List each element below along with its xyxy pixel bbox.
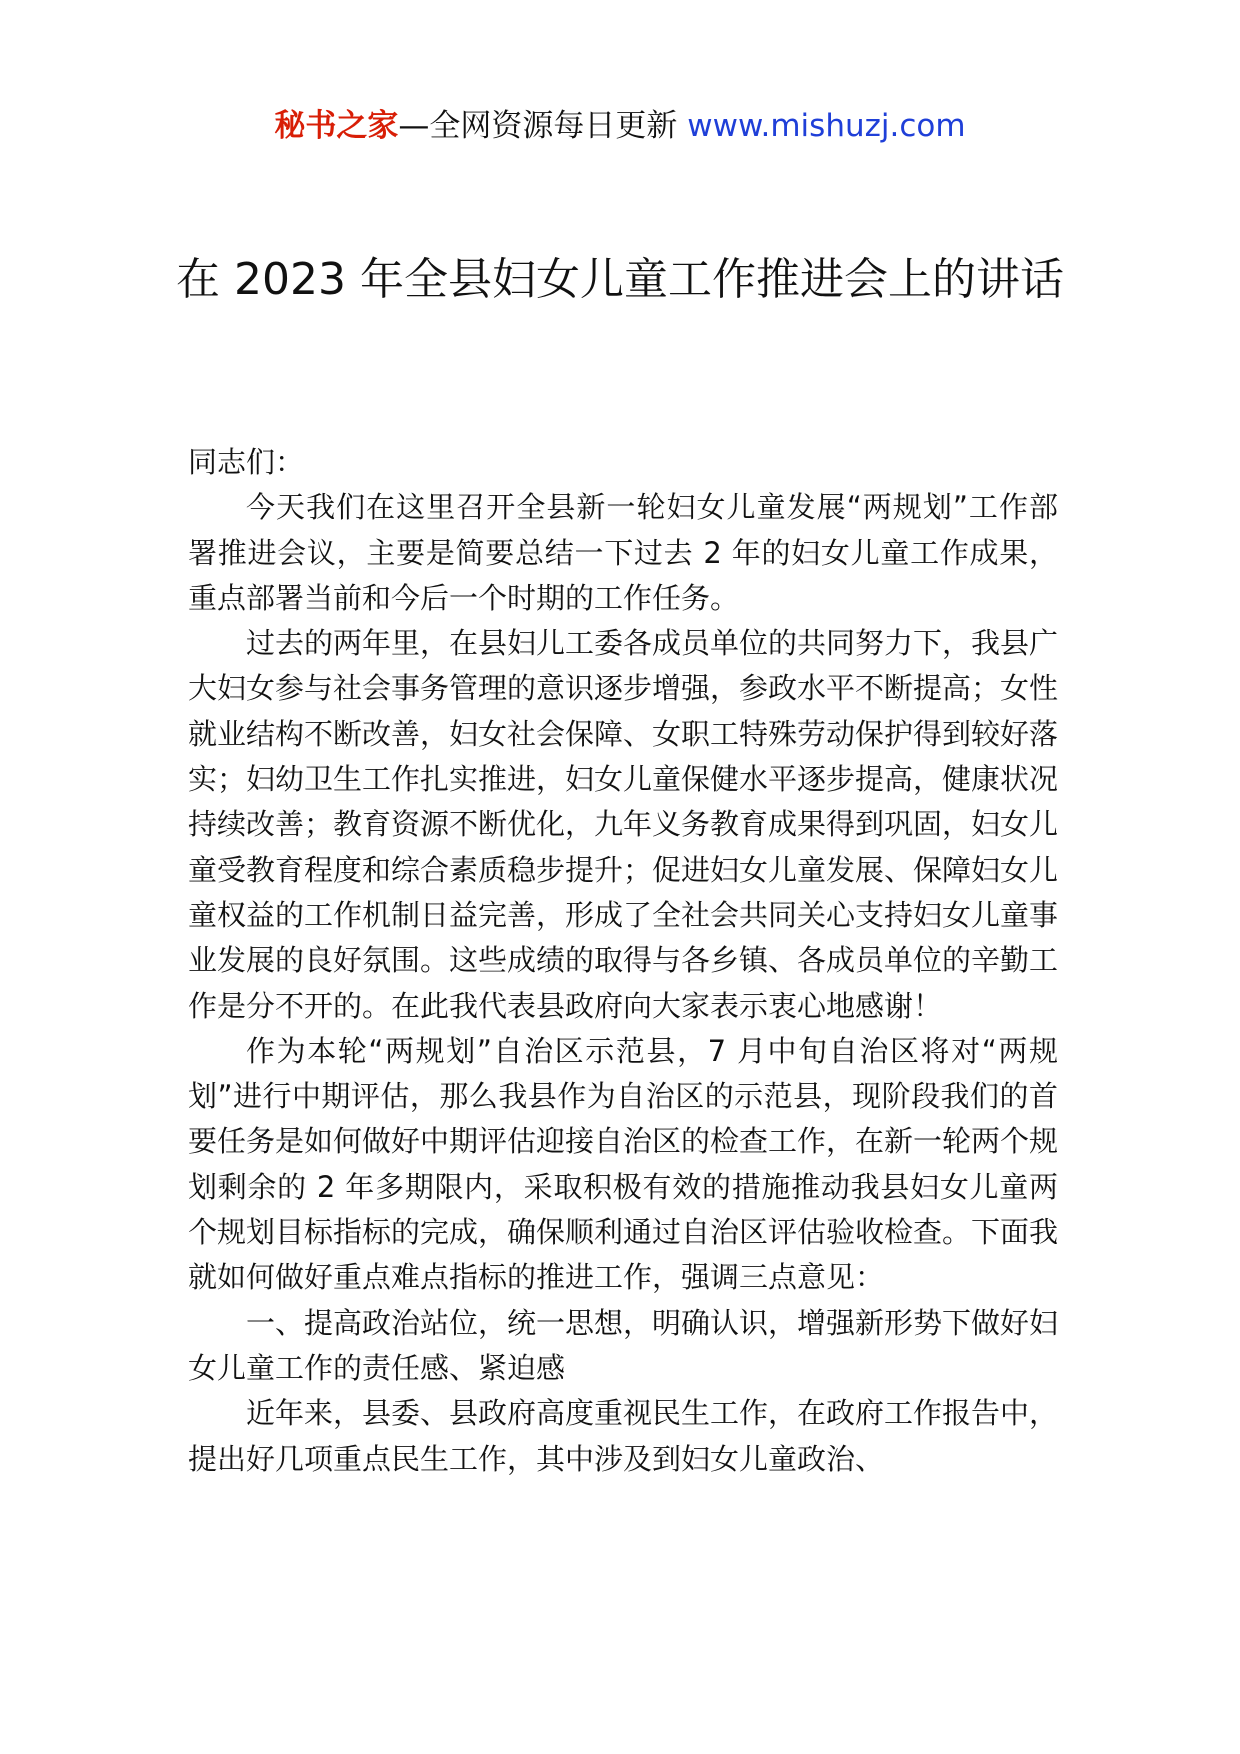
- paragraph: 过去的两年里，在县妇儿工委各成员单位的共同努力下，我县广大妇女参与社会事务管理的意识逐步增强，参政水平不断提高；女性就业结构不断改善，妇女社会保障、女职工特殊劳动保护得到较好落实；妇幼卫生工作扎实推进，妇女儿童保健水平逐步提高，健康状况持续改善；教育资源不断优化，九年义务教育成果得到巩固，妇女儿童受教育程度和综合素质稳步提升；促进妇女儿童发展、保障妇女儿童权益的工作机制日益完善，形成了全社会共同关心支持妇女儿童事业发展的良好氛围。这些成绩的取得与各乡镇、各成员单位的辛勤工作是分不开的。在此我代表县政府向大家表示衷心地感谢！: [188, 626, 1059, 1023]
- site-slogan: —全网资源每日更新: [398, 108, 688, 144]
- document-body: [188, 440, 1058, 1482]
- paragraph: 作为本轮“两规划”自治区示范县，7 月中旬自治区将对“两规划”进行中期评估，那么我县作为自治区的示范县，现阶段我们的首要任务是如何做好中期评估迎接自治区的检查工作，在新一轮两个规划剩余的 2 年多期限内，采取积极有效的措施推动我县妇女儿童两个规划目标指标的完成，确保顺利通过自治区评估验收检查。下面我就如何做好重点难点指标的推进工作，强调三点意见：: [188, 1033, 1059, 1295]
- site-header: [0, 98, 1240, 154]
- document-title: 在 2023 年全县妇女儿童工作推进会上的讲话: [176, 254, 1064, 305]
- salutation: 同志们：: [188, 445, 305, 479]
- site-brand: 秘书之家: [274, 108, 399, 144]
- section-heading: 一、提高政治站位，统一思想，明确认识，增强新形势下做好妇女儿童工作的责任感、紧迫感: [188, 1305, 1059, 1385]
- paragraph: 近年来，县委、县政府高度重视民生工作，在政府工作报告中，提出好几项重点民生工作，其中涉及到妇女儿童政治、: [188, 1396, 1059, 1476]
- paragraph: 今天我们在这里召开全县新一轮妇女儿童发展“两规划”工作部署推进会议，主要是简要总结一下过去 2 年的妇女儿童工作成果，重点部署当前和今后一个时期的工作任务。: [188, 490, 1058, 615]
- site-url-link[interactable]: www.mishuzj.com: [687, 108, 966, 144]
